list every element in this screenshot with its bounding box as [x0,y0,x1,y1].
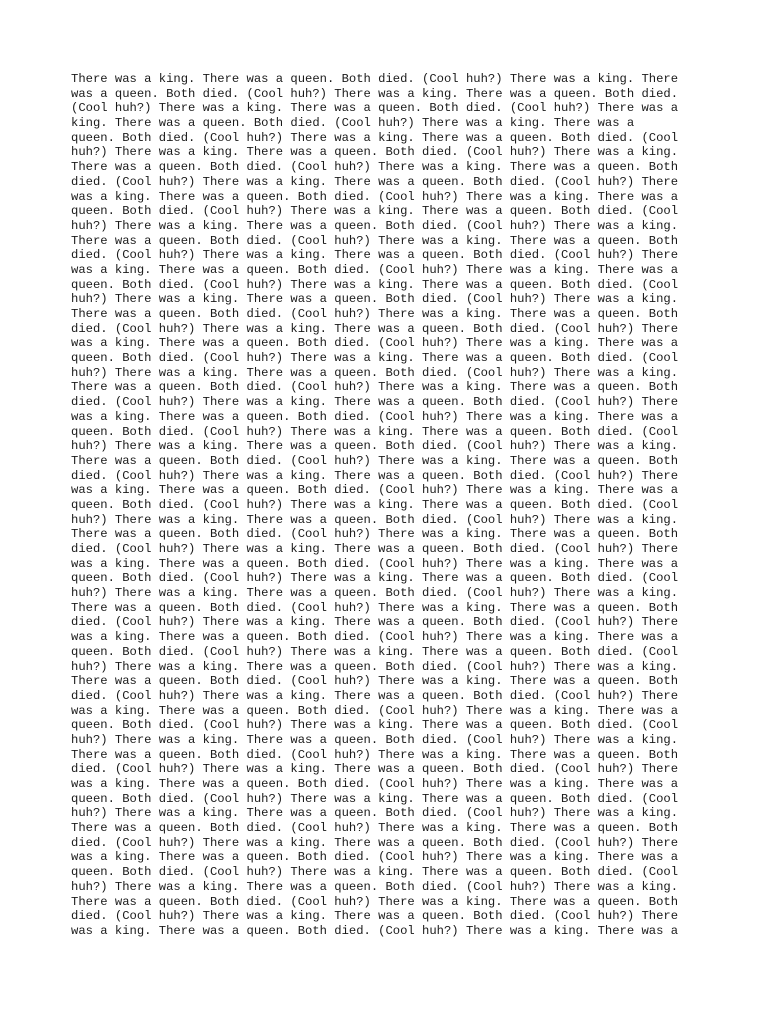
text-line: was a king. There was a queen. Both died. (Cool huh?) There was a king. There was a [71,556,679,571]
text-line: was a king. There was a queen. Both died. (Cool huh?) There was a king. There was a [71,923,679,938]
text-line: king. There was a queen. Both died. (Cool huh?) There was a king. There was a [71,116,635,131]
text-line: died. (Cool huh?) There was a king. There was a queen. Both died. (Cool huh?) There [71,615,679,630]
text-line: died. (Cool huh?) There was a king. There was a queen. Both died. (Cool huh?) There [71,688,679,703]
text-line: (Cool huh?) There was a king. There was a queen. Both died. (Cool huh?) There was a [71,101,679,116]
text-line: There was a queen. Both died. (Cool huh?) There was a king. There was a queen. Both [71,747,679,762]
text-line: huh?) There was a king. There was a queen. Both died. (Cool huh?) There was a king. [71,292,679,307]
text-line: queen. Both died. (Cool huh?) There was a king. There was a queen. Both died. (Cool [71,718,679,733]
text-line: huh?) There was a king. There was a queen. Both died. (Cool huh?) There was a king. [71,806,679,821]
text-line: There was a queen. Both died. (Cool huh?) There was a king. There was a queen. Both [71,233,679,248]
text-line: huh?) There was a king. There was a queen. Both died. (Cool huh?) There was a king. [71,365,679,380]
text-line: queen. Both died. (Cool huh?) There was a king. There was a queen. Both died. (Cool [71,644,679,659]
text-line: queen. Both died. (Cool huh?) There was a king. There was a queen. Both died. (Cool [71,424,679,439]
text-line: queen. Both died. (Cool huh?) There was a king. There was a queen. Both died. (Cool [71,571,679,586]
text-line: There was a queen. Both died. (Cool huh?) There was a king. There was a queen. Both [71,453,679,468]
text-line: huh?) There was a king. There was a queen. Both died. (Cool huh?) There was a king. [71,732,679,747]
text-line: was a king. There was a queen. Both died. (Cool huh?) There was a king. There was a [71,483,679,498]
text-line: huh?) There was a king. There was a queen. Both died. (Cool huh?) There was a king. [71,879,679,894]
text-line: huh?) There was a king. There was a queen. Both died. (Cool huh?) There was a king. [71,586,679,601]
text-line: was a king. There was a queen. Both died. (Cool huh?) There was a king. There was a [71,189,679,204]
text-line: died. (Cool huh?) There was a king. There was a queen. Both died. (Cool huh?) There [71,762,679,777]
text-line: There was a queen. Both died. (Cool huh?) There was a king. There was a queen. Both [71,527,679,542]
text-line: queen. Both died. (Cool huh?) There was a king. There was a queen. Both died. (Cool [71,865,679,880]
text-line: died. (Cool huh?) There was a king. There was a queen. Both died. (Cool huh?) There [71,909,679,924]
text-line: There was a queen. Both died. (Cool huh?) There was a king. There was a queen. Both [71,380,679,395]
text-line: was a king. There was a queen. Both died. (Cool huh?) There was a king. There was a [71,777,679,791]
text-line: was a king. There was a queen. Both died. (Cool huh?) There was a king. There was a [71,409,679,424]
text-line: died. (Cool huh?) There was a king. There was a queen. Both died. (Cool huh?) There [71,248,679,263]
text-line: was a king. There was a queen. Both died. (Cool huh?) There was a king. There was a [71,336,679,351]
text-line: huh?) There was a king. There was a queen. Both died. (Cool huh?) There was a king. [71,659,679,674]
text-line: died. (Cool huh?) There was a king. There was a queen. Both died. (Cool huh?) There [71,835,679,850]
text-line: queen. Both died. (Cool huh?) There was a king. There was a queen. Both died. (Cool [71,351,679,366]
text-line: died. (Cool huh?) There was a king. There was a queen. Both died. (Cool huh?) There [71,542,679,556]
text-line: died. (Cool huh?) There was a king. There was a queen. Both died. (Cool huh?) There [71,321,679,336]
text-line: was a king. There was a queen. Both died. (Cool huh?) There was a king. There was a [71,703,679,718]
text-line: huh?) There was a king. There was a queen. Both died. (Cool huh?) There was a king. [71,439,679,454]
text-line: died. (Cool huh?) There was a king. There was a queen. Both died. (Cool huh?) There [71,174,679,189]
text-line: There was a queen. Both died. (Cool huh?) There was a king. There was a queen. Both [71,160,679,175]
text-line: huh?) There was a king. There was a queen. Both died. (Cool huh?) There was a king. [71,145,679,160]
text-line: queen. Both died. (Cool huh?) There was a king. There was a queen. Both died. (Cool [71,130,679,145]
body-text [71,72,711,939]
text-line: queen. Both died. (Cool huh?) There was a king. There was a queen. Both died. (Cool [71,497,679,512]
text-line: There was a queen. Both died. (Cool huh?) There was a king. There was a queen. Both [71,894,679,909]
text-line: queen. Both died. (Cool huh?) There was a king. There was a queen. Both died. (Cool [71,277,679,292]
text-line: There was a queen. Both died. (Cool huh?) There was a king. There was a queen. Both [71,821,679,836]
text-line: was a queen. Both died. (Cool huh?) There was a king. There was a queen. Both died. [71,86,679,101]
text-line: There was a queen. Both died. (Cool huh?) There was a king. There was a queen. Both [71,307,679,321]
text-line: There was a king. There was a queen. Both died. (Cool huh?) There was a king. There [71,72,679,86]
text-line: died. (Cool huh?) There was a king. There was a queen. Both died. (Cool huh?) There [71,468,679,483]
text-line: huh?) There was a king. There was a queen. Both died. (Cool huh?) There was a king. [71,218,679,233]
text-line: died. (Cool huh?) There was a king. There was a queen. Both died. (Cool huh?) There [71,395,679,410]
text-line: queen. Both died. (Cool huh?) There was a king. There was a queen. Both died. (Cool [71,204,679,219]
text-line: huh?) There was a king. There was a queen. Both died. (Cool huh?) There was a king. [71,512,679,527]
text-line: was a king. There was a queen. Both died. (Cool huh?) There was a king. There was a [71,850,679,865]
text-line: queen. Both died. (Cool huh?) There was a king. There was a queen. Both died. (Cool [71,791,679,806]
text-line: was a king. There was a queen. Both died. (Cool huh?) There was a king. There was a [71,262,679,277]
text-line: There was a queen. Both died. (Cool huh?) There was a king. There was a queen. Both [71,600,679,615]
text-line: was a king. There was a queen. Both died. (Cool huh?) There was a king. There was a [71,630,679,645]
text-line: There was a queen. Both died. (Cool huh?) There was a king. There was a queen. Both [71,674,679,689]
